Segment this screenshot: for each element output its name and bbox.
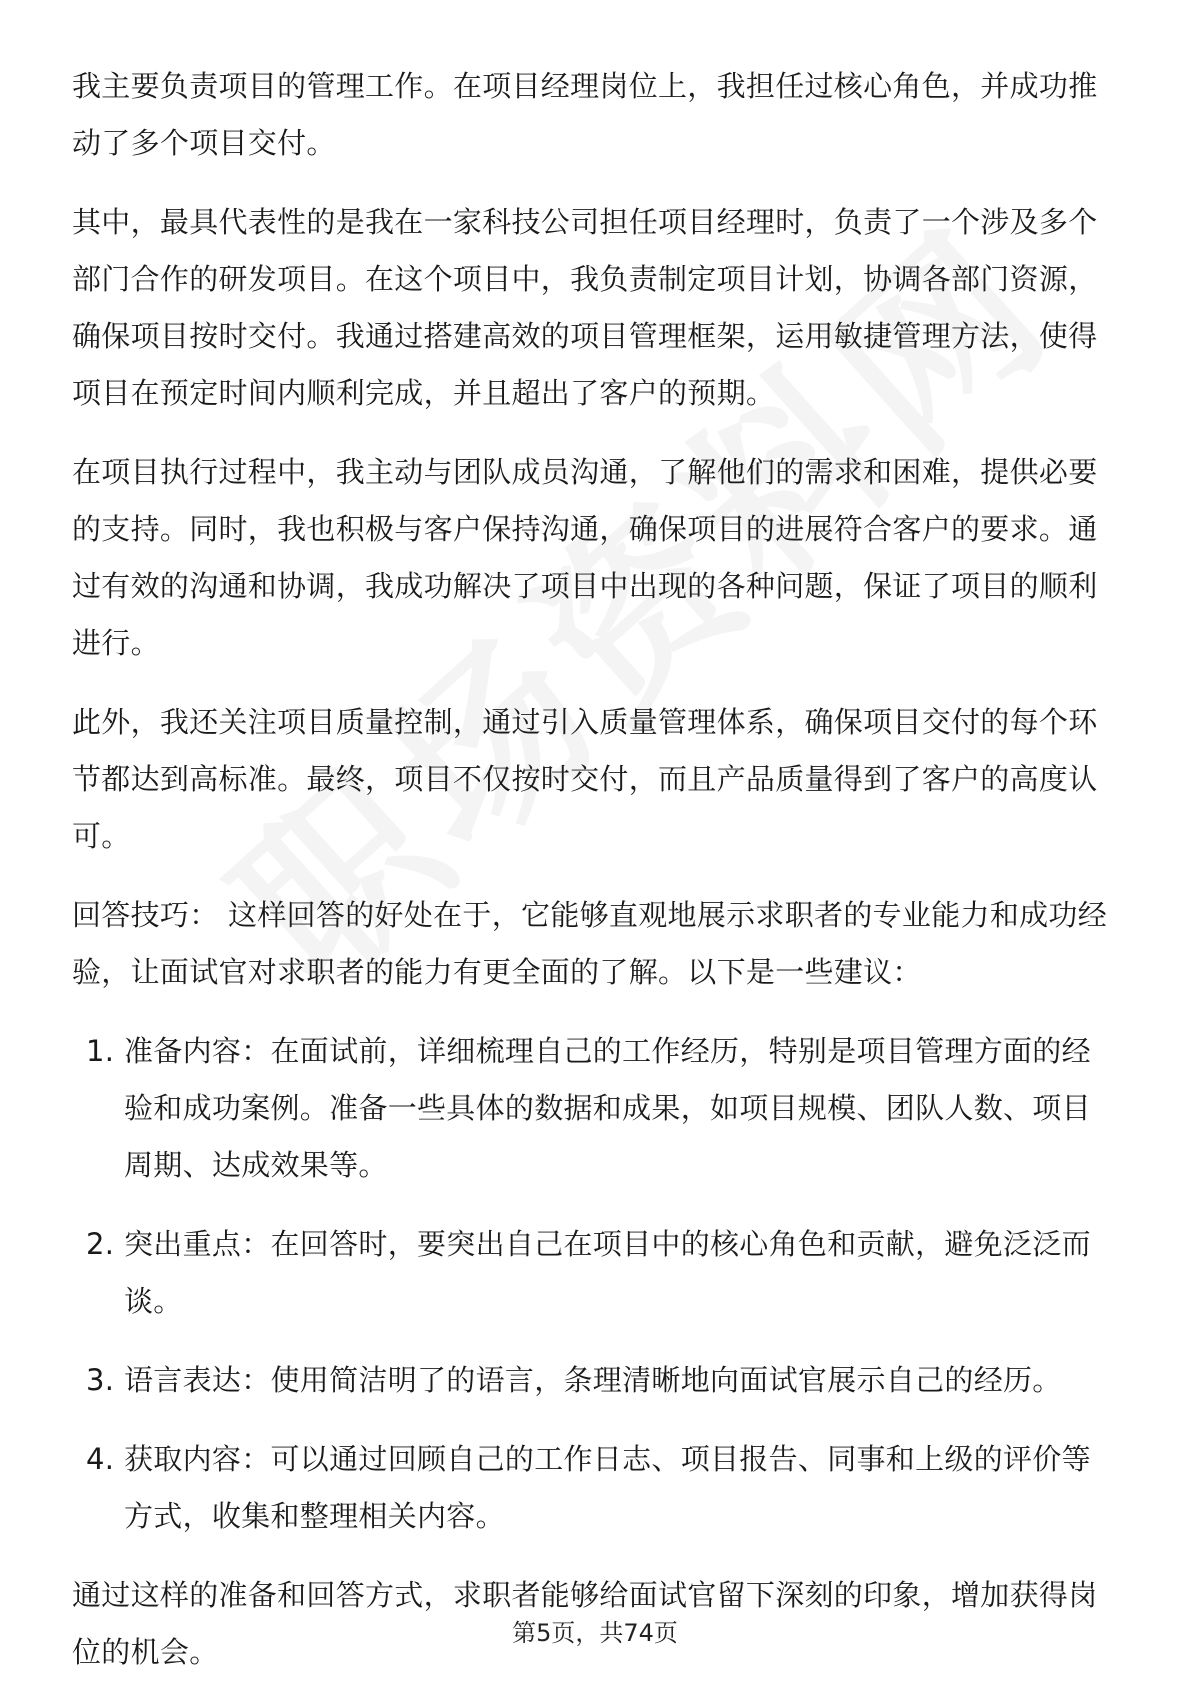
paragraph-representative-project: 其中，最具代表性的是我在一家科技公司担任项目经理时，负责了一个涉及多个部门合作的研发项目。在这个项目中，我负责制定项目计划，协调各部门资源，确保项目按时交付。我通过搭建高效的项目管理框架，运用敏捷管理方法，使得项目在预定时间内顺利完成，并且超出了客户的预期。 [72, 205, 1098, 410]
paragraph-intro: 我主要负责项目的管理工作。在项目经理岗位上，我担任过核心角色，并成功推动了多个项目交付。 [72, 69, 1098, 160]
tips-list [72, 1023, 1118, 1545]
list-item [72, 1352, 1118, 1409]
paragraph-answer-tips: 回答技巧： 这样回答的好处在于，它能够直观地展示求职者的专业能力和成功经验，让面试官对求职者的能力有更全面的了解。以下是一些建议： [72, 898, 1108, 989]
list-item [72, 1431, 1118, 1545]
list-item-text: 突出重点：在回答时，要突出自己在项目中的核心角色和贡献，避免泛泛而谈。 [124, 1227, 1091, 1318]
list-item-text: 准备内容：在面试前，详细梳理自己的工作经历，特别是项目管理方面的经验和成功案例。准备一些具体的数据和成果，如项目规模、团队人数、项目周期、达成效果等。 [124, 1034, 1091, 1182]
list-item-text: 获取内容：可以通过回顾自己的工作日志、项目报告、同事和上级的评价等方式，收集和整理相关内容。 [124, 1442, 1091, 1533]
list-item-number: 2. [86, 1227, 115, 1261]
list-item [72, 1023, 1118, 1194]
paragraph-quality: 此外，我还关注项目质量控制，通过引入质量管理体系，确保项目交付的每个环节都达到高标准。最终，项目不仅按时交付，而且产品质量得到了客户的高度认可。 [72, 705, 1098, 853]
paragraph-closing: 通过这样的准备和回答方式，求职者能够给面试官留下深刻的印象，增加获得岗位的机会。 [72, 1578, 1098, 1669]
list-item-number: 4. [86, 1442, 115, 1476]
list-item-number: 1. [86, 1034, 115, 1068]
page-number-footer: 第5页，共74页 [512, 1619, 678, 1647]
document-body [72, 58, 1118, 1703]
list-item-number: 3. [86, 1363, 115, 1397]
list-item-text: 语言表达：使用简洁明了的语言，条理清晰地向面试官展示自己的经历。 [124, 1363, 1062, 1397]
paragraph-execution: 在项目执行过程中，我主动与团队成员沟通，了解他们的需求和困难，提供必要的支持。同时，我也积极与客户保持沟通，确保项目的进展符合客户的要求。通过有效的沟通和协调，我成功解决了项目中出现的各种问题，保证了项目的顺利进行。 [72, 455, 1098, 660]
list-item [72, 1216, 1118, 1330]
